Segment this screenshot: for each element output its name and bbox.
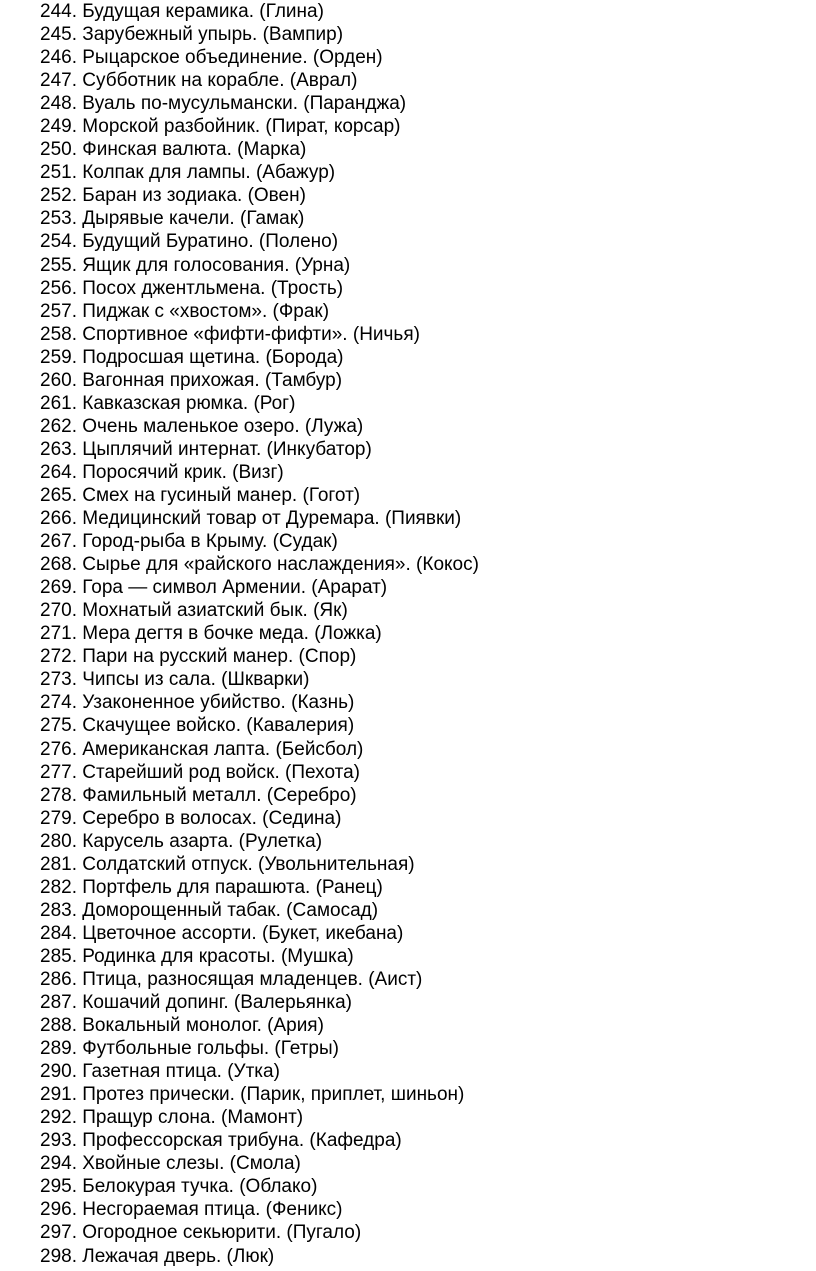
list-item: 247. Субботник на корабле. (Аврал) — [40, 70, 358, 92]
list-item: 265. Смех на гусиный манер. (Гогот) — [40, 484, 361, 506]
list-item: 252. Баран из зодиака. (Овен) — [40, 185, 306, 207]
list-item: 245. Зарубежный упырь. (Вампир) — [40, 24, 344, 46]
list-item: 288. Вокальный монолог. (Ария) — [40, 1015, 324, 1037]
list-item: 270. Мохнатый азиатский бык. (Як) — [40, 600, 348, 622]
list-item: 273. Чипсы из сала. (Шкварки) — [40, 669, 310, 691]
list-item: 272. Пари на русский манер. (Спор) — [40, 646, 357, 668]
riddle-list — [40, 0, 810, 1268]
list-item: 297. Огородное секьюрити. (Пугало) — [40, 1222, 362, 1244]
list-item: 253. Дырявые качели. (Гамак) — [40, 208, 305, 230]
list-item: 296. Несгораемая птица. (Феникс) — [40, 1199, 343, 1221]
list-item: 251. Колпак для лампы. (Абажур) — [40, 162, 336, 184]
list-item: 289. Футбольные гольфы. (Гетры) — [40, 1038, 339, 1060]
list-item: 290. Газетная птица. (Утка) — [40, 1061, 280, 1083]
list-item: 298. Лежачая дверь. (Люк) — [40, 1245, 275, 1267]
list-item: 280. Карусель азарта. (Рулетка) — [40, 830, 323, 852]
list-item: 257. Пиджак с «хвостом». (Фрак) — [40, 300, 330, 322]
list-item: 248. Вуаль по-мусульмански. (Паранджа) — [40, 93, 407, 115]
list-item: 291. Протез прически. (Парик, приплет, шиньон) — [40, 1084, 465, 1106]
list-item: 260. Вагонная прихожая. (Тамбур) — [40, 369, 343, 391]
list-item: 250. Финская валюта. (Марка) — [40, 139, 307, 161]
list-item: 292. Пращур слона. (Мамонт) — [40, 1107, 304, 1129]
list-item: 249. Морской разбойник. (Пират, корсар) — [40, 116, 401, 138]
list-item: 295. Белокурая тучка. (Облако) — [40, 1176, 318, 1198]
list-item: 266. Медицинский товар от Дуремара. (Пиявки) — [40, 508, 462, 530]
list-item: 256. Посох джентльмена. (Трость) — [40, 277, 344, 299]
list-item: 263. Цыплячий интернат. (Инкубатор) — [40, 438, 372, 460]
list-item: 246. Рыцарское объединение. (Орден) — [40, 47, 383, 69]
list-item: 258. Спортивное «фифти-фифти». (Ничья) — [40, 323, 420, 345]
list-item: 281. Солдатский отпуск. (Увольнительная) — [40, 853, 415, 875]
list-item: 262. Очень маленькое озеро. (Лужа) — [40, 415, 364, 437]
list-item: 278. Фамильный металл. (Серебро) — [40, 784, 357, 806]
list-item: 277. Старейший род войск. (Пехота) — [40, 761, 360, 783]
list-item: 283. Доморощенный табак. (Самосад) — [40, 899, 379, 921]
list-item: 286. Птица, разносящая младенцев. (Аист) — [40, 968, 423, 990]
list-item: 282. Портфель для парашюта. (Ранец) — [40, 876, 383, 898]
list-item: 276. Американская лапта. (Бейсбол) — [40, 738, 364, 760]
list-item: 261. Кавказская рюмка. (Рог) — [40, 392, 296, 414]
list-item: 271. Мера дегтя в бочке меда. (Ложка) — [40, 623, 382, 645]
list-item: 284. Цветочное ассорти. (Букет, икебана) — [40, 922, 404, 944]
list-item: 244. Будущая керамика. (Глина) — [40, 1, 324, 22]
list-item: 275. Скачущее войско. (Кавалерия) — [40, 715, 355, 737]
list-item: 285. Родинка для красоты. (Мушка) — [40, 945, 354, 967]
list-item: 255. Ящик для голосования. (Урна) — [40, 254, 351, 276]
list-item: 269. Гора — символ Армении. (Арарат) — [40, 577, 388, 599]
list-item: 267. Город-рыба в Крыму. (Судак) — [40, 531, 338, 553]
list-item: 254. Будущий Буратино. (Полено) — [40, 231, 339, 253]
list-item: 274. Узаконенное убийство. (Казнь) — [40, 692, 355, 714]
list-item: 294. Хвойные слезы. (Смола) — [40, 1153, 301, 1175]
list-item: 259. Подросшая щетина. (Борода) — [40, 346, 344, 368]
list-item: 279. Серебро в волосах. (Седина) — [40, 807, 342, 829]
list-item: 287. Кошачий допинг. (Валерьянка) — [40, 992, 352, 1014]
list-item: 268. Сырье для «райского наслаждения». (Кокос) — [40, 554, 479, 576]
list-item: 293. Профессорская трибуна. (Кафедра) — [40, 1130, 402, 1152]
list-item: 264. Поросячий крик. (Визг) — [40, 461, 284, 483]
